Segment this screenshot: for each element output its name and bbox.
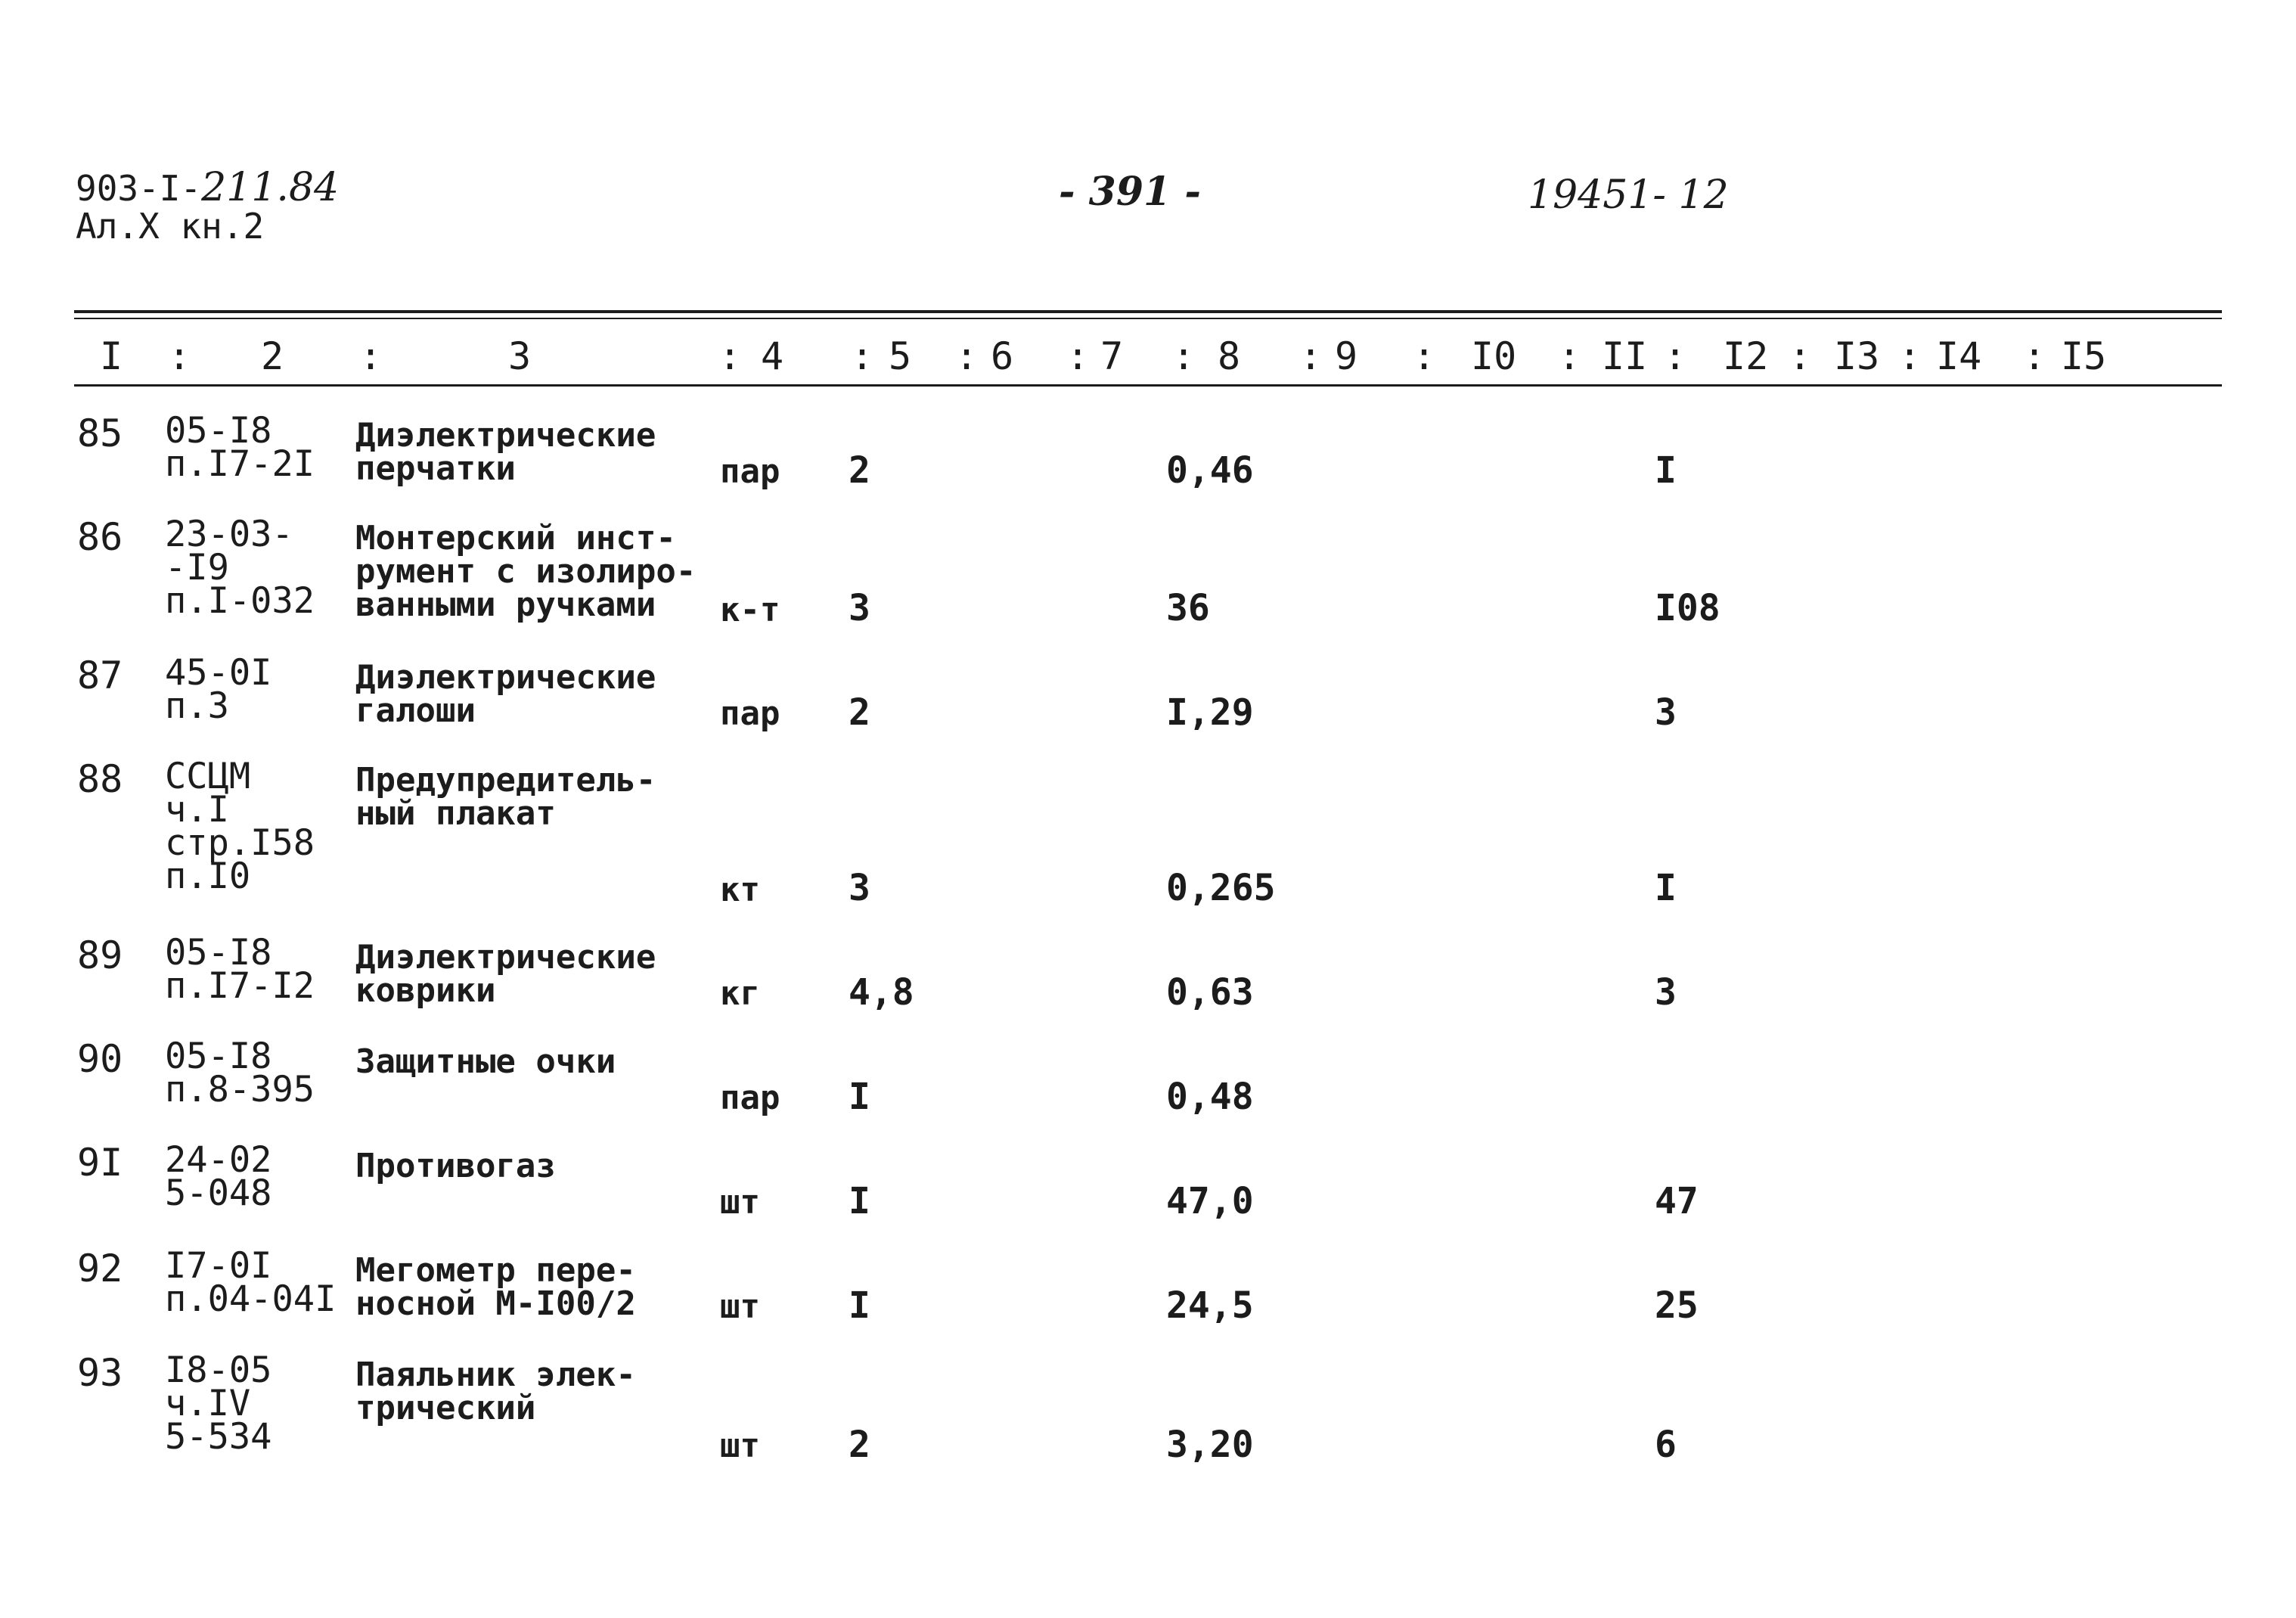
column-header-11: II — [1602, 334, 1648, 378]
unit: пар — [720, 1079, 780, 1117]
column-header-2: 2 — [261, 334, 284, 378]
item-name: Предупредитель- ный плакат — [355, 761, 656, 833]
source-code: 05-I8 п.I7-I2 — [165, 932, 315, 1007]
item-name: Противогаз — [355, 1147, 556, 1185]
column-separator: : — [1789, 334, 1812, 378]
source-code: I8-05 ч.IV 5-534 — [165, 1349, 272, 1458]
quantity: I — [849, 1180, 870, 1222]
source-code: ССЦМ ч.I стр.I58 п.I0 — [165, 756, 315, 897]
total: 47 — [1655, 1180, 1699, 1222]
item-name: Защитные очки — [355, 1042, 616, 1081]
row-number: 89 — [77, 933, 123, 977]
column-header-5: 5 — [889, 334, 912, 378]
row-number: 90 — [77, 1037, 123, 1081]
column-separator: : — [1898, 334, 1922, 378]
column-separator: : — [1299, 334, 1323, 378]
row-number: 92 — [77, 1247, 123, 1290]
column-separator: : — [1413, 334, 1436, 378]
row-number: 93 — [77, 1351, 123, 1395]
inventory-number: 19451- 12 — [1528, 172, 1729, 218]
unit-price: 47,0 — [1166, 1180, 1254, 1222]
total: 25 — [1655, 1284, 1699, 1327]
document-code — [76, 165, 340, 210]
source-code: 23-03- -I9 п.I-032 — [165, 514, 315, 622]
row-number: 88 — [77, 757, 123, 801]
source-code: 05-I8 п.8-395 — [165, 1036, 315, 1110]
quantity: 2 — [849, 691, 870, 734]
unit-price: 0,46 — [1166, 449, 1254, 492]
row-number: 85 — [77, 411, 123, 455]
column-header-10: I0 — [1471, 334, 1517, 378]
page-number: - 391 - — [1059, 169, 1201, 215]
column-separator: : — [851, 334, 874, 378]
column-separator: : — [1664, 334, 1687, 378]
column-header-14: I4 — [1936, 334, 1982, 378]
total: I — [1655, 867, 1677, 909]
source-code: I7-0I п.04-04I — [165, 1245, 337, 1320]
column-separator: : — [1066, 334, 1090, 378]
column-header-7: 7 — [1100, 334, 1124, 378]
quantity: I — [849, 1284, 870, 1327]
item-name: Мегометр пере- носной М-I00/2 — [355, 1251, 636, 1323]
column-header-6: 6 — [991, 334, 1014, 378]
column-separator: : — [168, 334, 191, 378]
table-top-rule — [74, 310, 2222, 313]
item-name: Диэлектрические галоши — [355, 658, 656, 730]
row-number: 86 — [77, 515, 123, 559]
item-name: Паяльник элек- трический — [355, 1356, 636, 1427]
document-code-prefix: 903-I- — [76, 168, 202, 209]
unit: шт — [720, 1183, 760, 1222]
table-header-rule — [74, 384, 2222, 387]
unit: шт — [720, 1427, 760, 1465]
column-header-4: 4 — [761, 334, 784, 378]
source-code: 24-02 5-048 — [165, 1139, 272, 1214]
total: I — [1655, 449, 1677, 492]
unit: пар — [720, 452, 780, 491]
source-code: 45-0I п.3 — [165, 652, 272, 727]
total: I08 — [1655, 587, 1720, 629]
quantity: 4,8 — [849, 971, 914, 1014]
column-header-13: I3 — [1834, 334, 1880, 378]
unit: шт — [720, 1287, 760, 1326]
total: 6 — [1655, 1424, 1677, 1466]
unit: пар — [720, 694, 780, 733]
unit: кг — [720, 974, 760, 1013]
item-name: Монтерский инст- румент с изолиро- ванными ручками — [355, 519, 697, 624]
total: 3 — [1655, 691, 1677, 734]
unit-price: 3,20 — [1166, 1424, 1254, 1466]
column-header-9: 9 — [1335, 334, 1358, 378]
album-label: Ал.X кн.2 — [76, 206, 265, 247]
row-number: 87 — [77, 654, 123, 697]
column-separator: : — [718, 334, 742, 378]
column-separator: : — [2023, 334, 2046, 378]
unit-price: 0,265 — [1166, 867, 1276, 909]
column-separator: : — [955, 334, 979, 378]
column-header-12: I2 — [1723, 334, 1769, 378]
quantity: 2 — [849, 449, 870, 492]
column-header-1: I — [100, 334, 123, 378]
quantity: 3 — [849, 867, 870, 909]
quantity: 2 — [849, 1424, 870, 1466]
item-name: Диэлектрические коврики — [355, 938, 656, 1010]
column-header-8: 8 — [1218, 334, 1241, 378]
column-separator: : — [1558, 334, 1581, 378]
unit: к-т — [720, 591, 780, 629]
source-code: 05-I8 п.I7-2I — [165, 410, 315, 485]
table-top-rule-thin — [74, 318, 2222, 319]
total: 3 — [1655, 971, 1677, 1014]
unit-price: I,29 — [1166, 691, 1254, 734]
unit-price: 36 — [1166, 587, 1210, 629]
unit-price: 0,48 — [1166, 1076, 1254, 1118]
column-header-15: I5 — [2061, 334, 2107, 378]
unit: кт — [720, 871, 760, 909]
column-separator: : — [1172, 334, 1196, 378]
column-header-3: 3 — [508, 334, 532, 378]
quantity: 3 — [849, 587, 870, 629]
item-name: Диэлектрические перчатки — [355, 416, 656, 488]
column-separator: : — [359, 334, 383, 378]
unit-price: 24,5 — [1166, 1284, 1254, 1327]
unit-price: 0,63 — [1166, 971, 1254, 1014]
document-code-handwritten: 211.84 — [201, 165, 340, 210]
row-number: 9I — [77, 1141, 123, 1185]
quantity: I — [849, 1076, 870, 1118]
